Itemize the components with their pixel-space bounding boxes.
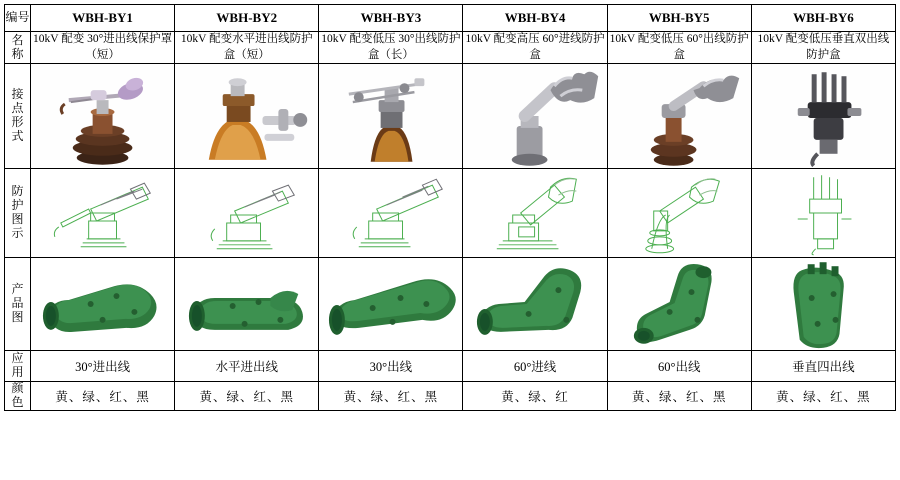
row-label-application-char-2: 用	[11, 365, 24, 380]
column-code-2: WBH-BY2	[175, 5, 319, 32]
protection-diagram-2	[175, 169, 319, 258]
product-photo-1	[31, 258, 175, 351]
spec-sheet	[0, 4, 900, 480]
protection-outline-diagram-icon	[319, 169, 462, 257]
product-name-1: 10kV 配变 30°进出线保护罩（短）	[31, 32, 175, 64]
product-photo-5	[607, 258, 751, 351]
table-row-diagram	[5, 169, 896, 258]
product-name-3: 10kV 配变低压 30°出线防护盒（长）	[319, 32, 463, 64]
table-row-application	[5, 351, 896, 382]
product-photo-2	[175, 258, 319, 351]
vertical-four-outlet-terminal-icon	[752, 64, 895, 168]
protection-diagram-1	[31, 169, 175, 258]
high-voltage-arrester-terminal-icon	[463, 64, 606, 168]
table-row-product	[5, 258, 896, 351]
protection-diagram-3	[319, 169, 463, 258]
product-photo-4	[463, 258, 607, 351]
row-label-product-char-1: 产	[11, 282, 24, 297]
product-name-5: 10kV 配变低压 60°出线防护盒	[607, 32, 751, 64]
row-label-diagram-char-4: 示	[11, 225, 24, 240]
application-1: 30°进出线	[31, 351, 175, 382]
protection-outline-diagram-icon	[175, 169, 318, 257]
protection-outline-diagram-icon	[752, 169, 895, 257]
product-photo-3	[319, 258, 463, 351]
green-elbow-cover-icon	[31, 258, 174, 350]
row-label-color	[5, 382, 31, 411]
row-label-code-text: 编号	[5, 10, 30, 25]
terminal-photo-2	[175, 64, 319, 169]
color-2: 黄、绿、红、黑	[175, 382, 319, 411]
low-voltage-60deg-terminal-icon	[608, 64, 751, 168]
color-1: 黄、绿、红、黑	[31, 382, 175, 411]
row-label-product-char-2: 品	[11, 296, 24, 311]
application-6: 垂直四出线	[751, 351, 895, 382]
row-label-diagram-char-1: 防	[11, 184, 24, 199]
protection-diagram-4	[463, 169, 607, 258]
color-3: 黄、绿、红、黑	[319, 382, 463, 411]
column-code-5: WBH-BY5	[607, 5, 751, 32]
row-label-diagram-char-3: 图	[11, 212, 24, 227]
color-4: 黄、绿、红	[463, 382, 607, 411]
terminal-photo-1	[31, 64, 175, 169]
protection-outline-diagram-icon	[463, 169, 606, 257]
column-code-1: WBH-BY1	[31, 5, 175, 32]
protection-outline-diagram-icon	[31, 169, 174, 257]
table-row-name	[5, 32, 896, 64]
color-6: 黄、绿、红、黑	[751, 382, 895, 411]
application-5: 60°出线	[607, 351, 751, 382]
row-label-product-char-3: 图	[11, 309, 24, 324]
row-label-color-char-2: 色	[11, 394, 24, 409]
product-name-2: 10kV 配变水平进出线防护盒（短）	[175, 32, 319, 64]
row-label-terminal-char-4: 式	[11, 128, 24, 143]
row-label-name-char-1: 名	[11, 32, 24, 47]
product-name-4: 10kV 配变高压 60°进线防护盒	[463, 32, 607, 64]
protection-diagram-6	[751, 169, 895, 258]
column-code-6: WBH-BY6	[751, 5, 895, 32]
protection-diagram-5	[607, 169, 751, 258]
horizontal-bushing-terminal-icon	[175, 64, 318, 168]
row-label-terminal-char-2: 点	[11, 101, 24, 116]
row-label-color-char-1: 颜	[11, 381, 24, 396]
terminal-photo-5	[607, 64, 751, 169]
row-label-product	[5, 258, 31, 351]
terminal-photo-3	[319, 64, 463, 169]
row-label-code	[5, 5, 31, 32]
table-row-terminal	[5, 64, 896, 169]
color-5: 黄、绿、红、黑	[607, 382, 751, 411]
green-long-elbow-cover-icon	[319, 258, 462, 350]
table-row-color	[5, 382, 896, 411]
terminal-photo-6	[751, 64, 895, 169]
row-label-diagram-char-2: 护	[11, 198, 24, 213]
row-label-terminal-char-3: 形	[11, 115, 24, 130]
application-2: 水平进出线	[175, 351, 319, 382]
row-label-name-char-2: 称	[11, 46, 24, 61]
insulator-with-clamp-icon	[31, 64, 174, 168]
application-4: 60°进线	[463, 351, 607, 382]
row-label-terminal	[5, 64, 31, 169]
application-3: 30°出线	[319, 351, 463, 382]
column-code-4: WBH-BY4	[463, 5, 607, 32]
row-label-name	[5, 32, 31, 64]
row-label-terminal-char-1: 接	[11, 87, 24, 102]
green-vertical-cover-icon	[752, 258, 895, 350]
terminal-photo-4	[463, 64, 607, 169]
green-branch-cover-icon	[608, 258, 751, 350]
low-voltage-terminal-icon	[319, 64, 462, 168]
row-label-application-char-1: 应	[11, 351, 24, 366]
green-angled-cover-icon	[463, 258, 606, 350]
product-spec-table	[4, 4, 896, 411]
protection-outline-diagram-icon	[608, 169, 751, 257]
row-label-diagram	[5, 169, 31, 258]
product-photo-6	[751, 258, 895, 351]
table-row-code	[5, 5, 896, 32]
row-label-application	[5, 351, 31, 382]
green-tee-cover-icon	[175, 258, 318, 350]
product-name-6: 10kV 配变低压垂直双出线防护盒	[751, 32, 895, 64]
column-code-3: WBH-BY3	[319, 5, 463, 32]
